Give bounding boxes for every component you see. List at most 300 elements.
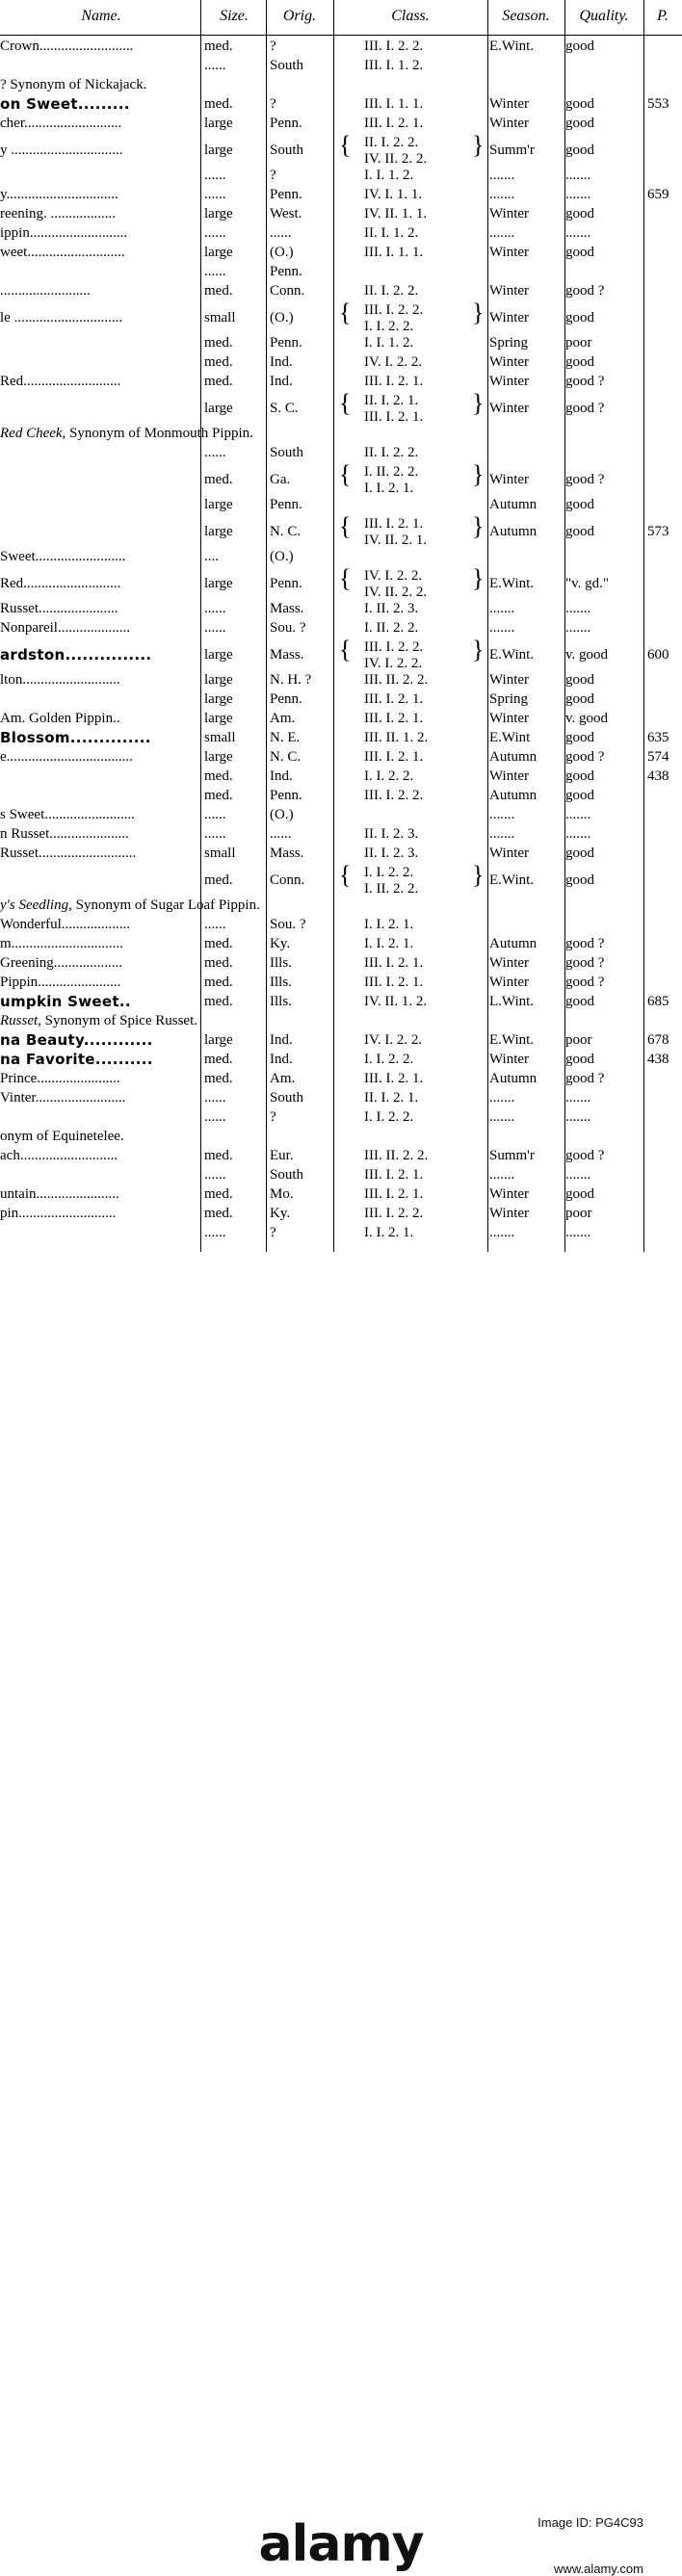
origin-cell: Sou. ? xyxy=(270,917,306,932)
table-row xyxy=(0,131,682,168)
variety-name: Am. Golden Pippin.. xyxy=(0,711,120,726)
size-cell: ...... xyxy=(204,826,226,842)
origin-cell: (O.) xyxy=(270,549,294,564)
origin-cell: Ky. xyxy=(270,936,291,951)
origin-cell: N. E. xyxy=(270,730,301,745)
variety-name: Sweet......................... xyxy=(0,549,126,564)
class-line: IV. I. 2. 2. xyxy=(364,354,423,370)
quality-cell: ....... xyxy=(565,168,591,183)
quality-cell: good xyxy=(565,206,594,221)
class-line: I. I. 2. 2. xyxy=(364,1052,414,1067)
size-cell: ...... xyxy=(204,1167,226,1183)
left-brace-icon: { xyxy=(339,389,352,417)
origin-cell: N. H. ? xyxy=(270,672,312,688)
page-cell: 678 xyxy=(647,1032,669,1048)
origin-cell: Ind. xyxy=(270,1032,293,1048)
season-cell: Autumn xyxy=(489,788,538,803)
size-cell: ...... xyxy=(204,264,226,279)
synonym-text: ? Synonym of Nickajack. xyxy=(0,77,147,92)
size-cell: large xyxy=(204,401,233,416)
quality-cell: ....... xyxy=(565,1090,591,1106)
table-row xyxy=(0,917,682,936)
class-line: IV. II. 2. 1. xyxy=(364,533,428,548)
variety-name: le .............................. xyxy=(0,310,123,325)
class-cell xyxy=(337,1186,487,1203)
class-line: III. I. 2. 1. xyxy=(364,975,424,990)
right-brace-icon: } xyxy=(472,861,485,889)
class-line: III. I. 2. 1. xyxy=(364,374,424,389)
variety-name: m............................... xyxy=(0,936,123,951)
class-line: I. I. 1. 2. xyxy=(364,335,414,351)
variety-name: na Favorite.......... xyxy=(0,1052,153,1068)
quality-cell: ....... xyxy=(565,225,591,241)
class-line: III. I. 2. 1. xyxy=(364,955,424,971)
left-brace-icon: { xyxy=(339,460,352,488)
variety-name: Greening................... xyxy=(0,955,123,971)
class-cell xyxy=(337,788,487,804)
table-row xyxy=(0,1071,682,1090)
origin-cell: Ills. xyxy=(270,994,292,1009)
size-cell: med. xyxy=(204,788,233,803)
table-row xyxy=(0,691,682,711)
right-brace-icon: } xyxy=(472,636,485,664)
quality-cell: ....... xyxy=(565,826,591,842)
size-cell: ...... xyxy=(204,1109,226,1125)
table-row xyxy=(0,1186,682,1206)
season-cell: Spring xyxy=(489,691,529,707)
origin-cell: Ind. xyxy=(270,374,293,389)
header-rule xyxy=(0,35,682,36)
quality-cell: good ? xyxy=(565,401,605,416)
class-line: III. I. 2. 2. xyxy=(364,639,424,655)
page-cell: 659 xyxy=(647,187,669,202)
variety-name: Pippin....................... xyxy=(0,975,121,990)
quality-cell: good xyxy=(565,691,594,707)
class-line: I. I. 1. 2. xyxy=(364,168,414,183)
variety-name: ach........................... xyxy=(0,1148,118,1163)
synonym-text: onym of Equinetelee. xyxy=(0,1129,124,1144)
quality-cell: good ? xyxy=(565,1071,605,1086)
table-row xyxy=(0,1109,682,1129)
origin-cell: South xyxy=(270,445,304,460)
season-cell: ....... xyxy=(489,168,515,183)
variety-name: ......................... xyxy=(0,283,91,299)
quality-cell: good xyxy=(565,846,594,861)
size-cell: med. xyxy=(204,994,233,1009)
class-line: III. I. 2. 1. xyxy=(364,749,424,765)
size-cell: med. xyxy=(204,955,233,971)
table-row xyxy=(0,564,682,601)
variety-name: Russet........................... xyxy=(0,846,137,861)
class-cell xyxy=(337,1225,487,1241)
season-cell: ....... xyxy=(489,1090,515,1106)
origin-cell: Penn. xyxy=(270,788,302,803)
origin-cell: Mass. xyxy=(270,846,304,861)
size-cell: ...... xyxy=(204,58,226,73)
season-cell: L.Wint. xyxy=(489,994,535,1009)
watermark-bar xyxy=(0,1252,682,2576)
origin-cell: Conn. xyxy=(270,872,305,888)
season-cell: Winter xyxy=(489,846,530,861)
season-cell: Winter xyxy=(489,206,530,221)
quality-cell: v. good xyxy=(565,711,609,726)
quality-cell: good xyxy=(565,310,594,325)
class-line: III. I. 2. 1. xyxy=(364,691,424,707)
class-cell xyxy=(337,283,487,299)
quality-cell: good ? xyxy=(565,283,605,299)
variety-name: Wonderful................... xyxy=(0,917,131,932)
synonym-note xyxy=(0,1013,197,1029)
table-row xyxy=(0,187,682,206)
origin-cell: ...... xyxy=(270,225,292,241)
origin-cell: Ind. xyxy=(270,768,293,784)
variety-name: ardston............... xyxy=(0,647,152,664)
quality-cell: ....... xyxy=(565,1167,591,1183)
size-cell: ...... xyxy=(204,807,226,822)
class-cell xyxy=(337,299,487,335)
class-cell xyxy=(337,1167,487,1184)
size-cell: large xyxy=(204,647,233,663)
quality-cell: ....... xyxy=(565,1225,591,1240)
size-cell: med. xyxy=(204,96,233,112)
origin-cell: Ky. xyxy=(270,1206,291,1221)
season-cell: ....... xyxy=(489,187,515,202)
class-line: I. I. 2. 2. xyxy=(364,319,414,334)
table-row xyxy=(0,936,682,955)
class-cell xyxy=(337,58,487,74)
quality-cell: good ? xyxy=(565,955,605,971)
season-cell: Autumn xyxy=(489,749,538,765)
origin-cell: N. C. xyxy=(270,749,302,765)
table-row xyxy=(0,994,682,1013)
class-line: III. I. 1. 1. xyxy=(364,96,424,112)
size-cell: ...... xyxy=(204,187,226,202)
season-cell: Winter xyxy=(489,354,530,370)
table-row xyxy=(0,1090,682,1109)
table-row xyxy=(0,601,682,620)
season-cell: Spring xyxy=(489,335,529,351)
size-cell: med. xyxy=(204,39,233,54)
table-row xyxy=(0,245,682,264)
variety-name: weet........................... xyxy=(0,245,125,260)
class-cell xyxy=(337,374,487,390)
origin-cell: Ind. xyxy=(270,354,293,370)
class-cell xyxy=(337,826,487,843)
size-cell: large xyxy=(204,711,233,726)
origin-cell: (O.) xyxy=(270,310,294,325)
right-brace-icon: } xyxy=(472,131,485,159)
variety-name: Prince....................... xyxy=(0,1071,120,1086)
table-row xyxy=(0,58,682,77)
class-cell xyxy=(337,389,487,426)
class-line: I. II. 2. 2. xyxy=(364,464,419,480)
class-cell xyxy=(337,1148,487,1164)
quality-cell: good ? xyxy=(565,374,605,389)
season-cell: Autumn xyxy=(489,1071,538,1086)
size-cell: med. xyxy=(204,472,233,487)
class-line: IV. II. 1. 1. xyxy=(364,206,428,221)
class-cell xyxy=(337,917,487,933)
quality-cell: good xyxy=(565,143,594,158)
table-row xyxy=(0,354,682,374)
size-cell: large xyxy=(204,497,233,512)
page-cell: 635 xyxy=(647,730,669,745)
class-cell xyxy=(337,187,487,203)
left-brace-icon: { xyxy=(339,131,352,159)
season-cell: ....... xyxy=(489,1225,515,1240)
table-row xyxy=(0,826,682,846)
variety-name: na Beauty............ xyxy=(0,1032,153,1049)
class-line: IV. II. 2. 2. xyxy=(364,585,428,600)
variety-name: Red........................... xyxy=(0,374,121,389)
season-cell: Winter xyxy=(489,1186,530,1202)
season-cell: E.Wint. xyxy=(489,576,535,591)
origin-cell: ? xyxy=(270,1225,276,1240)
size-cell: large xyxy=(204,672,233,688)
size-cell: med. xyxy=(204,936,233,951)
synonym-note xyxy=(0,898,260,914)
table-row xyxy=(0,636,682,672)
origin-cell: Mass. xyxy=(270,601,304,616)
quality-cell: good xyxy=(565,788,594,803)
size-cell: med. xyxy=(204,374,233,389)
class-cell xyxy=(337,564,487,601)
page-cell: 574 xyxy=(647,749,669,765)
variety-name: y ............................... xyxy=(0,143,123,158)
synonym-text: Synonym of Monmouth Pippin. xyxy=(66,426,253,441)
size-cell: small xyxy=(204,730,236,745)
table-row xyxy=(0,955,682,975)
quality-cell: good ? xyxy=(565,472,605,487)
class-line: III. I. 2. 1. xyxy=(364,409,424,425)
table-row xyxy=(0,39,682,58)
class-line: I. I. 2. 1. xyxy=(364,481,414,496)
class-line: I. II. 2. 2. xyxy=(364,620,419,636)
synonym-note xyxy=(0,1129,124,1145)
table-row xyxy=(0,1052,682,1071)
size-cell: med. xyxy=(204,872,233,888)
season-cell: E.Wint. xyxy=(489,1032,535,1048)
class-cell xyxy=(337,846,487,862)
season-cell: Autumn xyxy=(489,936,538,951)
header-name: Name. xyxy=(81,8,121,24)
left-brace-icon: { xyxy=(339,512,352,540)
class-cell xyxy=(337,131,487,168)
season-cell: Winter xyxy=(489,711,530,726)
origin-cell: Mass. xyxy=(270,647,304,663)
variety-name: untain....................... xyxy=(0,1186,119,1202)
season-cell: Summ'r xyxy=(489,143,535,158)
season-cell: E.Wint. xyxy=(489,647,535,663)
origin-cell: South xyxy=(270,58,304,73)
table-row xyxy=(0,1167,682,1186)
size-cell: med. xyxy=(204,1186,233,1202)
quality-cell: good xyxy=(565,1052,594,1067)
variety-name: reening. .................. xyxy=(0,206,116,221)
size-cell: ...... xyxy=(204,225,226,241)
class-cell xyxy=(337,1109,487,1126)
origin-cell: South xyxy=(270,1167,304,1183)
table-scan xyxy=(0,0,682,1252)
table-row xyxy=(0,168,682,187)
season-cell: Winter xyxy=(489,96,530,112)
origin-cell: Sou. ? xyxy=(270,620,306,636)
synonym-text: Synonym of Sugar Loaf Pippin. xyxy=(71,898,260,913)
size-cell: large xyxy=(204,116,233,131)
size-cell: large xyxy=(204,1032,233,1048)
class-cell xyxy=(337,1090,487,1106)
synonym-note xyxy=(0,77,146,93)
origin-cell: West. xyxy=(270,206,302,221)
size-cell: large xyxy=(204,206,233,221)
class-cell xyxy=(337,620,487,637)
season-cell: Winter xyxy=(489,672,530,688)
table-row xyxy=(0,861,682,898)
size-cell: .... xyxy=(204,549,219,564)
size-cell: ...... xyxy=(204,1090,226,1106)
variety-name: Nonpareil.................... xyxy=(0,620,130,636)
variety-name: Red........................... xyxy=(0,576,121,591)
right-brace-icon: } xyxy=(472,512,485,540)
alamy-logo: alamy xyxy=(258,2515,424,2573)
season-cell: Winter xyxy=(489,310,530,325)
size-cell: large xyxy=(204,749,233,765)
class-cell xyxy=(337,936,487,952)
image-id-text: Image ID: PG4C93 xyxy=(538,2515,643,2530)
quality-cell: good xyxy=(565,96,594,112)
class-line: III. I. 2. 1. xyxy=(364,116,424,131)
table-row xyxy=(0,389,682,426)
class-line: IV. I. 2. 2. xyxy=(364,656,423,671)
class-cell xyxy=(337,711,487,727)
variety-name: pin........................... xyxy=(0,1206,117,1221)
size-cell: large xyxy=(204,245,233,260)
size-cell: small xyxy=(204,846,236,861)
origin-cell: Eur. xyxy=(270,1148,294,1163)
table-row xyxy=(0,768,682,788)
class-line: II. I. 2. 3. xyxy=(364,826,419,842)
left-brace-icon: { xyxy=(339,861,352,889)
page-cell: 685 xyxy=(647,994,669,1009)
class-cell xyxy=(337,116,487,132)
table-row xyxy=(0,206,682,225)
right-brace-icon: } xyxy=(472,299,485,326)
size-cell: ...... xyxy=(204,1225,226,1240)
table-row xyxy=(0,1032,682,1052)
table-row xyxy=(0,1148,682,1167)
class-line: I. I. 2. 2. xyxy=(364,1109,414,1125)
origin-cell: Am. xyxy=(270,1071,296,1086)
synonym-note xyxy=(0,426,253,442)
class-cell xyxy=(337,245,487,261)
season-cell: E.Wint. xyxy=(489,39,535,54)
origin-cell: S. C. xyxy=(270,401,299,416)
class-cell xyxy=(337,335,487,351)
class-line: I. I. 2. 1. xyxy=(364,1225,414,1240)
origin-cell: Penn. xyxy=(270,335,302,351)
class-line: I. II. 2. 3. xyxy=(364,601,419,616)
variety-name: Blossom.............. xyxy=(0,730,151,746)
class-cell xyxy=(337,225,487,242)
synonym-text: Synonym of Spice Russet. xyxy=(40,1013,198,1028)
class-cell xyxy=(337,1071,487,1087)
class-line: III. I. 2. 1. xyxy=(364,1186,424,1202)
quality-cell: poor xyxy=(565,1206,592,1221)
origin-cell: ? xyxy=(270,1109,276,1125)
quality-cell: poor xyxy=(565,335,592,351)
class-cell xyxy=(337,168,487,184)
season-cell: Autumn xyxy=(489,497,538,512)
page-cell: 438 xyxy=(647,1052,669,1067)
table-row xyxy=(0,225,682,245)
variety-name: n Russet...................... xyxy=(0,826,129,842)
season-cell: ....... xyxy=(489,826,515,842)
table-row xyxy=(0,975,682,994)
season-cell: ....... xyxy=(489,1167,515,1183)
table-row xyxy=(0,299,682,335)
header-class: Class. xyxy=(391,8,430,24)
size-cell: large xyxy=(204,524,233,539)
class-line: III. I. 2. 1. xyxy=(364,1071,424,1086)
origin-cell: ? xyxy=(270,39,276,54)
origin-cell: Penn. xyxy=(270,497,302,512)
season-cell: E.Wint. xyxy=(489,872,535,888)
season-cell: Winter xyxy=(489,472,530,487)
class-line: II. I. 2. 2. xyxy=(364,445,419,460)
origin-cell: Am. xyxy=(270,711,296,726)
class-line: IV. I. 1. 1. xyxy=(364,187,423,202)
header-size: Size. xyxy=(220,8,249,24)
origin-cell: Penn. xyxy=(270,691,302,707)
variety-name: y............................... xyxy=(0,187,118,202)
quality-cell: good xyxy=(565,116,594,131)
origin-cell: Penn. xyxy=(270,576,302,591)
class-cell xyxy=(337,691,487,708)
size-cell: ...... xyxy=(204,168,226,183)
season-cell: Winter xyxy=(489,1206,530,1221)
table-row xyxy=(0,460,682,497)
origin-cell: Penn. xyxy=(270,116,302,131)
alamy-url: www.alamy.com xyxy=(554,2562,643,2576)
class-cell xyxy=(337,445,487,461)
season-cell: ....... xyxy=(489,807,515,822)
class-cell xyxy=(337,768,487,785)
quality-cell: good ? xyxy=(565,749,605,765)
origin-cell: Ind. xyxy=(270,1052,293,1067)
variety-name: Crown.......................... xyxy=(0,39,134,54)
class-line: III. I. 2. 1. xyxy=(364,516,424,532)
class-cell xyxy=(337,1032,487,1049)
class-cell xyxy=(337,730,487,746)
class-line: III. I. 2. 1. xyxy=(364,711,424,726)
origin-cell: ...... xyxy=(270,826,292,842)
origin-cell: Penn. xyxy=(270,187,302,202)
class-cell xyxy=(337,636,487,672)
class-cell xyxy=(337,994,487,1010)
quality-cell: good xyxy=(565,497,594,512)
size-cell: med. xyxy=(204,1148,233,1163)
season-cell: ....... xyxy=(489,1109,515,1125)
season-cell: Summ'r xyxy=(489,1148,535,1163)
table-row xyxy=(0,1206,682,1225)
origin-cell: South xyxy=(270,143,304,158)
quality-cell: ....... xyxy=(565,807,591,822)
season-cell: E.Wint xyxy=(489,730,531,745)
class-cell xyxy=(337,1052,487,1068)
synonym-variety: Russet, xyxy=(0,1013,41,1028)
variety-name: e................................... xyxy=(0,749,133,765)
quality-cell: good xyxy=(565,354,594,370)
